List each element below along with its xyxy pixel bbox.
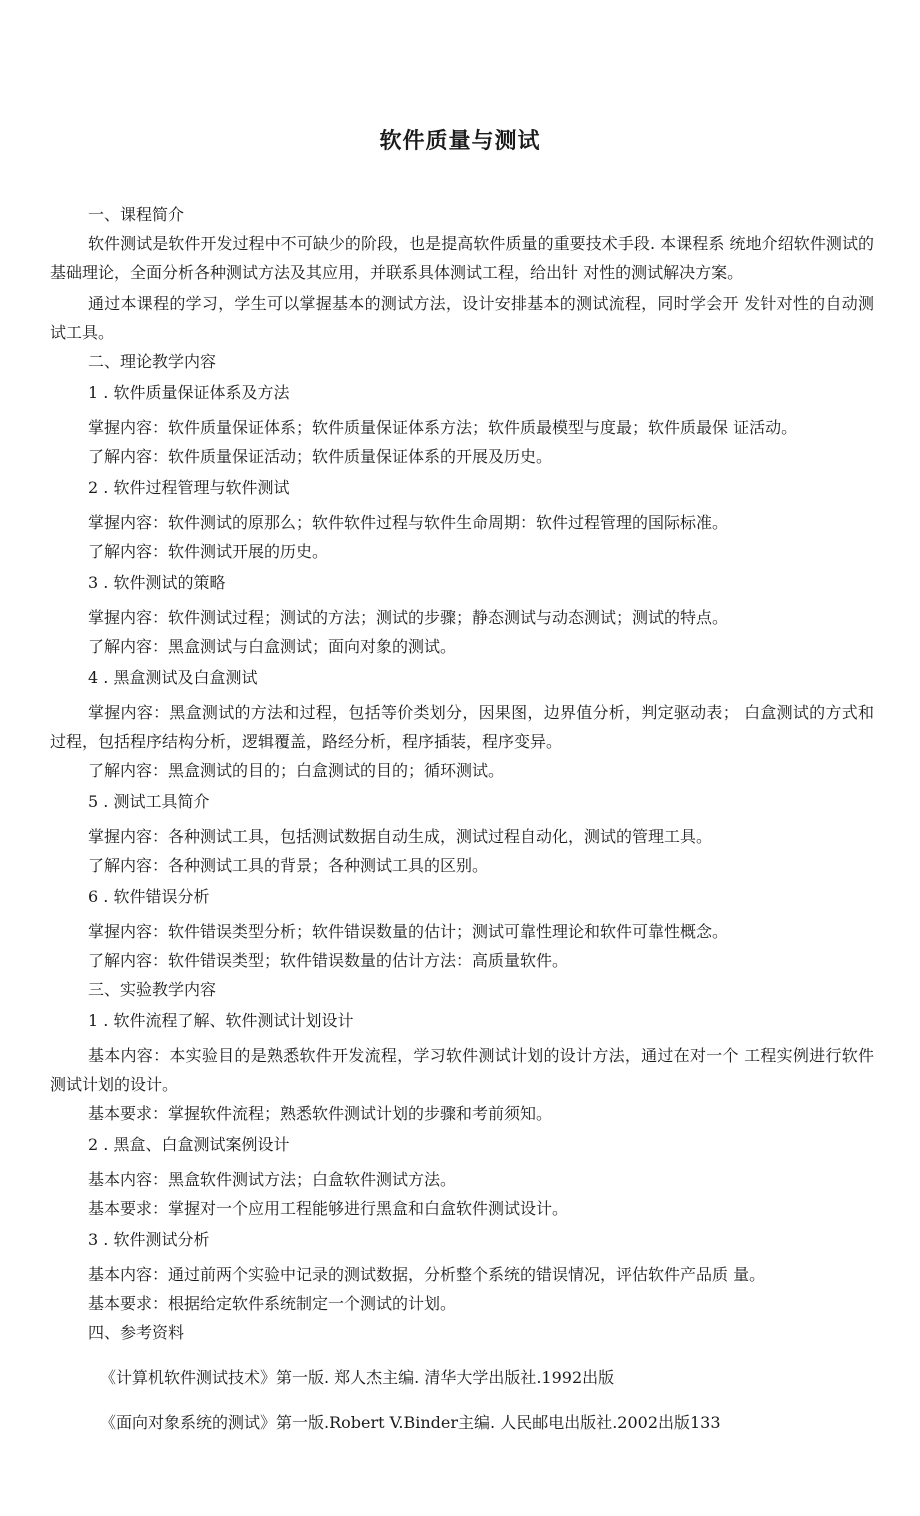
lab-item-content: 基本内容：通过前两个实验中记录的测试数据，分析整个系统的错误情况，评估软件产品质 量。 bbox=[88, 1265, 766, 1284]
lab-item-requirement: 基本要求：掌握对一个应用工程能够进行黑盒和白盒软件测试设计。 bbox=[88, 1199, 569, 1218]
theory-item-master: 掌握内容：黑盒测试的方法和过程，包括等价类划分，因果图，边界值分析，判定驱动表； 白盒测试的方式和过程，包括程序结构分析，逻辑覆盖，路经分析，程序插装，程序变异。 bbox=[50, 703, 874, 751]
theory-item-title: 3 . 软件测试的策略 bbox=[88, 573, 226, 592]
theory-item-title: 6 . 软件错误分析 bbox=[88, 887, 210, 906]
intro-paragraph-1: 软件测试是软件开发过程中不可缺少的阶段，也是提高软件质量的重要技术手段. 本课程系 统地介绍软件测试的基础理论，全面分析各种测试方法及其应用，并联系具体测试工程，给出针 对性的测试解决方案。 bbox=[50, 234, 874, 282]
theory-item-master: 掌握内容：软件测试过程；测试的方法；测试的步骤；静态测试与动态测试；测试的特点。 bbox=[88, 608, 729, 627]
section-heading-lab: 三、实验教学内容 bbox=[88, 980, 217, 999]
theory-item-know: 了解内容：软件错误类型；软件错误数量的估计方法：高质量软件。 bbox=[88, 951, 569, 970]
theory-item-know: 了解内容：黑盒测试的目的；白盒测试的目的；循环测试。 bbox=[88, 761, 505, 780]
reference-item: 《面向对象系统的测试》第一版.Robert V.Binder主编. 人民邮电出版社.2002出版133 bbox=[100, 1413, 721, 1432]
document-body bbox=[50, 200, 874, 1453]
theory-item-know: 了解内容：软件测试开展的历史。 bbox=[88, 542, 329, 561]
lab-item-title: 1 . 软件流程了解、软件测试计划设计 bbox=[88, 1011, 354, 1030]
theory-item-title: 4 . 黑盒测试及白盒测试 bbox=[88, 668, 258, 687]
theory-item-title: 2 . 软件过程管理与软件测试 bbox=[88, 478, 290, 497]
lab-item-requirement: 基本要求：掌握软件流程；熟悉软件测试计划的步骤和考前须知。 bbox=[88, 1104, 553, 1123]
intro-paragraph-2: 通过本课程的学习，学生可以掌握基本的测试方法，设计安排基本的测试流程，同时学会开 发针对性的自动测试工具。 bbox=[50, 294, 874, 342]
theory-item-know: 了解内容：黑盒测试与白盒测试；面向对象的测试。 bbox=[88, 637, 457, 656]
theory-item-master: 掌握内容：软件错误类型分析；软件错误数量的估计；测试可靠性理论和软件可靠性概念。 bbox=[88, 922, 729, 941]
document-title: 软件质量与测试 bbox=[379, 129, 541, 154]
theory-item-know: 了解内容：各种测试工具的背景；各种测试工具的区别。 bbox=[88, 856, 489, 875]
lab-item-title: 2 . 黑盒、白盒测试案例设计 bbox=[88, 1135, 290, 1154]
theory-item-title: 1 . 软件质量保证体系及方法 bbox=[88, 383, 290, 402]
lab-item-requirement: 基本要求：根据给定软件系统制定一个测试的计划。 bbox=[88, 1294, 457, 1313]
theory-item-title: 5 . 测试工具简介 bbox=[88, 792, 210, 811]
lab-item-title: 3 . 软件测试分析 bbox=[88, 1230, 210, 1249]
lab-item-content: 基本内容：黑盒软件测试方法；白盒软件测试方法。 bbox=[88, 1170, 457, 1189]
section-heading-intro: 一、课程简介 bbox=[88, 205, 185, 224]
section-heading-theory: 二、理论教学内容 bbox=[88, 352, 217, 371]
section-heading-references: 四、参考资料 bbox=[88, 1323, 185, 1342]
theory-item-master: 掌握内容：软件质量保证体系；软件质量保证体系方法；软件质最模型与度最；软件质最保 证活动。 bbox=[88, 418, 798, 437]
reference-item: 《计算机软件测试技术》第一版. 郑人杰主编. 清华大学出版社.1992出版 bbox=[100, 1368, 615, 1387]
theory-item-master: 掌握内容：软件测试的原那么；软件软件过程与软件生命周期：软件过程管理的国际标准。 bbox=[88, 513, 729, 532]
theory-item-master: 掌握内容：各种测试工具，包括测试数据自动生成，测试过程自动化，测试的管理工具。 bbox=[88, 827, 713, 846]
theory-item-know: 了解内容：软件质量保证活动；软件质量保证体系的开展及历史。 bbox=[88, 447, 553, 466]
lab-item-content: 基本内容：本实验目的是熟悉软件开发流程，学习软件测试计划的设计方法，通过在对一个 工程实例进行软件测试计划的设计。 bbox=[50, 1046, 874, 1094]
